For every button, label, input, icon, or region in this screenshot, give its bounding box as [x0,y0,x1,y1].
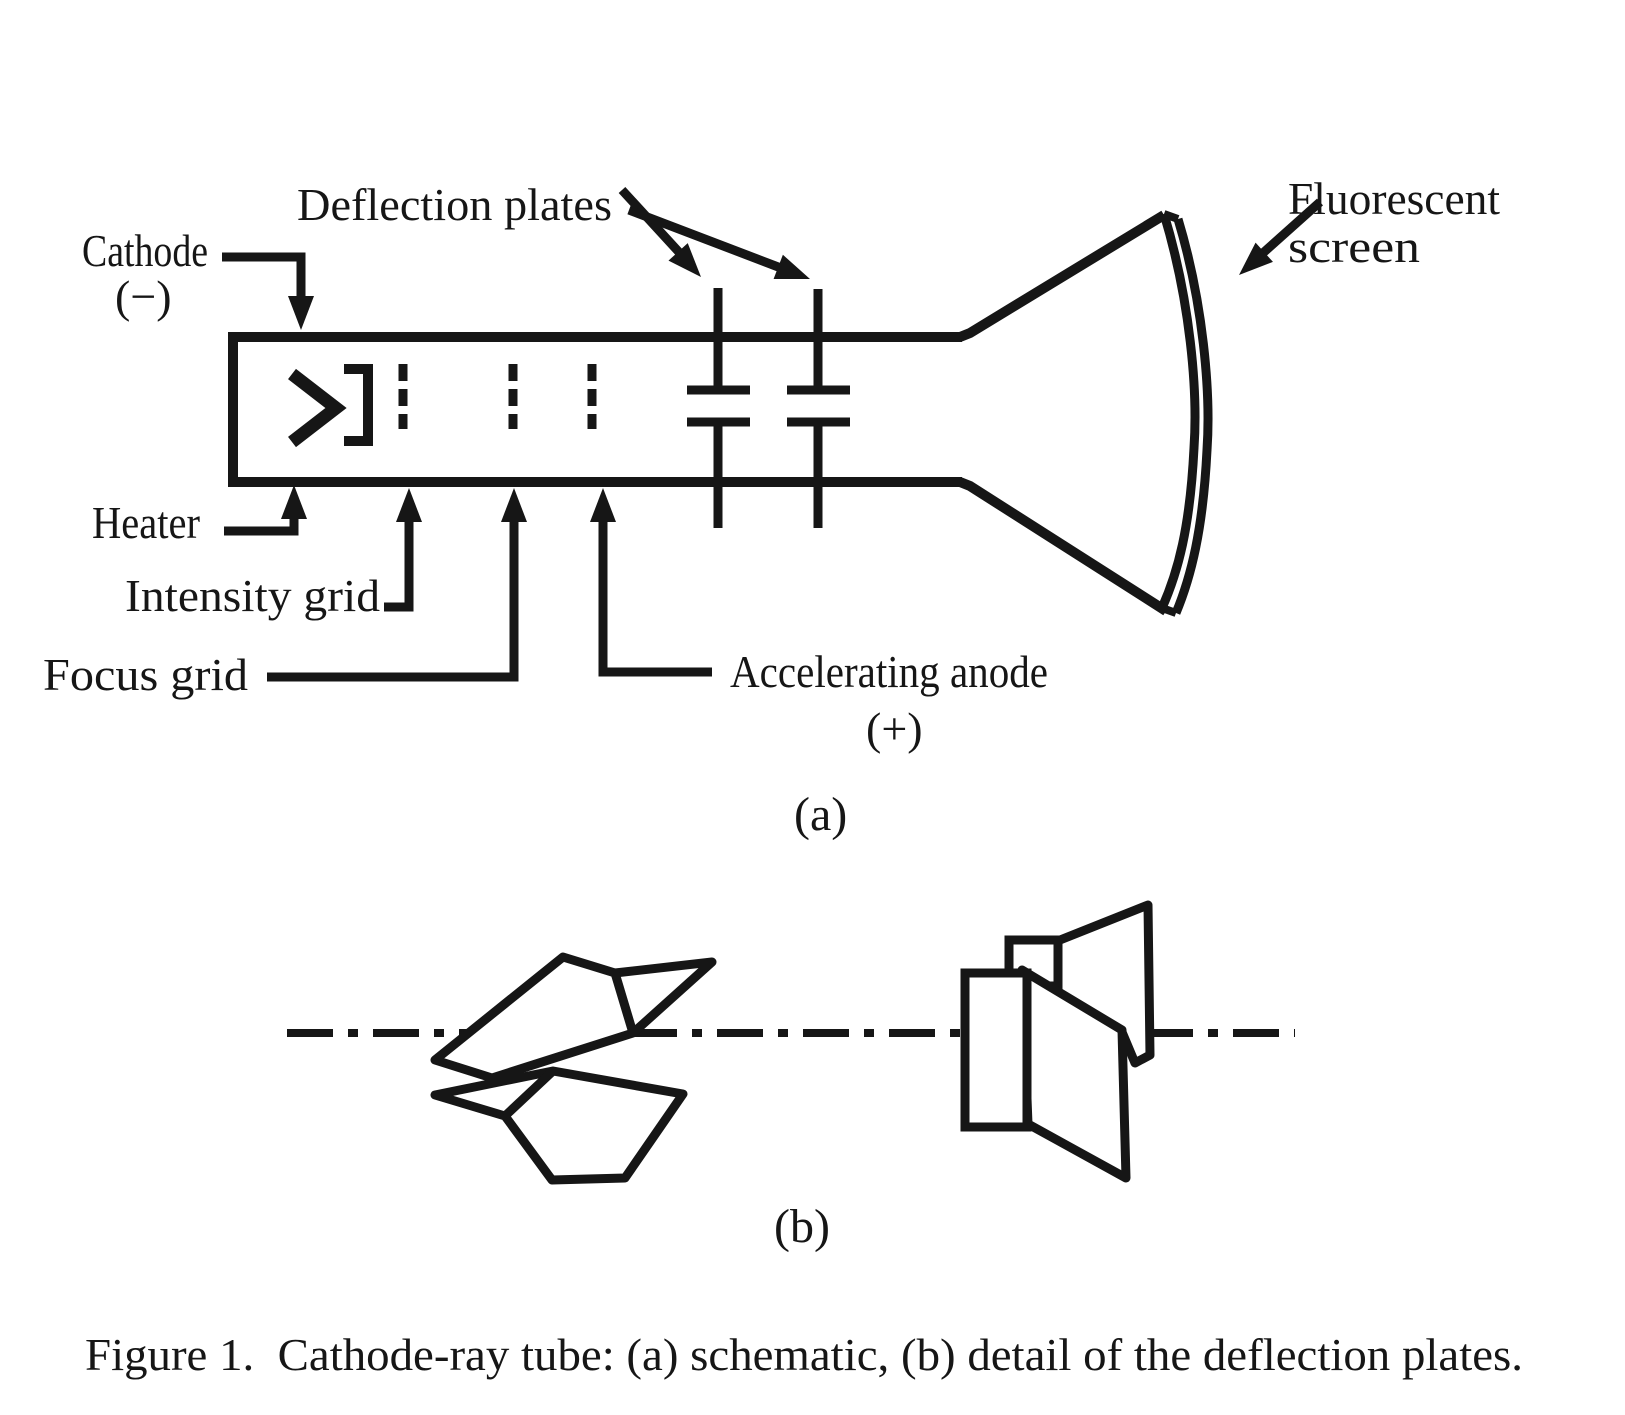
cathode-pointer-line [222,257,301,318]
intensity-grid-label: Intensity grid [125,570,380,621]
deflection-plates-label: Deflection plates [297,179,612,230]
intensity-grid-arrowhead [396,488,422,522]
fluorescent-screen-label-line2: screen [1288,221,1420,272]
figure-caption: Figure 1. Cathode-ray tube: (a) schematic, (b) detail of the deflection plates. [85,1329,1523,1380]
funnel-bottom-line [960,482,1166,611]
heater-arrowhead [281,485,307,519]
deflection-plate-detail [287,905,1295,1253]
cathode-arrowhead [288,296,314,330]
focus-grid-label: Focus grid [43,649,249,700]
accelerating-anode-arrowhead [590,488,616,522]
crt-schematic [43,173,1500,841]
deflection-plate-pair-2 [787,289,850,528]
intensity-grid-pointer-line [384,515,409,607]
heater-label: Heater [92,497,200,548]
focus-grid-arrowhead [501,488,527,522]
vertical-plate-front-left [965,973,1027,1127]
cathode-label: Cathode [82,225,208,276]
deflection-arrowhead-2 [774,255,815,291]
fluorescent-screen-label-line1: Fluorescent [1288,173,1501,224]
deflection-pointer-line-2 [629,210,794,273]
panel-b-label: (b) [774,1200,830,1253]
anode-polarity-label: (+) [866,703,923,754]
cathode-bracket [344,369,368,441]
funnel-top-line [960,215,1164,337]
heater-chevron [292,374,336,442]
accelerating-anode-label: Accelerating anode [730,646,1048,697]
panel-a-label: (a) [794,788,848,841]
cathode-polarity-label: (−) [115,271,172,322]
accelerating-anode-pointer-line [603,515,712,672]
deflection-plate-pair-1 [687,288,750,528]
horizontal-plate-top [435,957,712,1078]
horizontal-plate-bottom [435,1071,683,1180]
